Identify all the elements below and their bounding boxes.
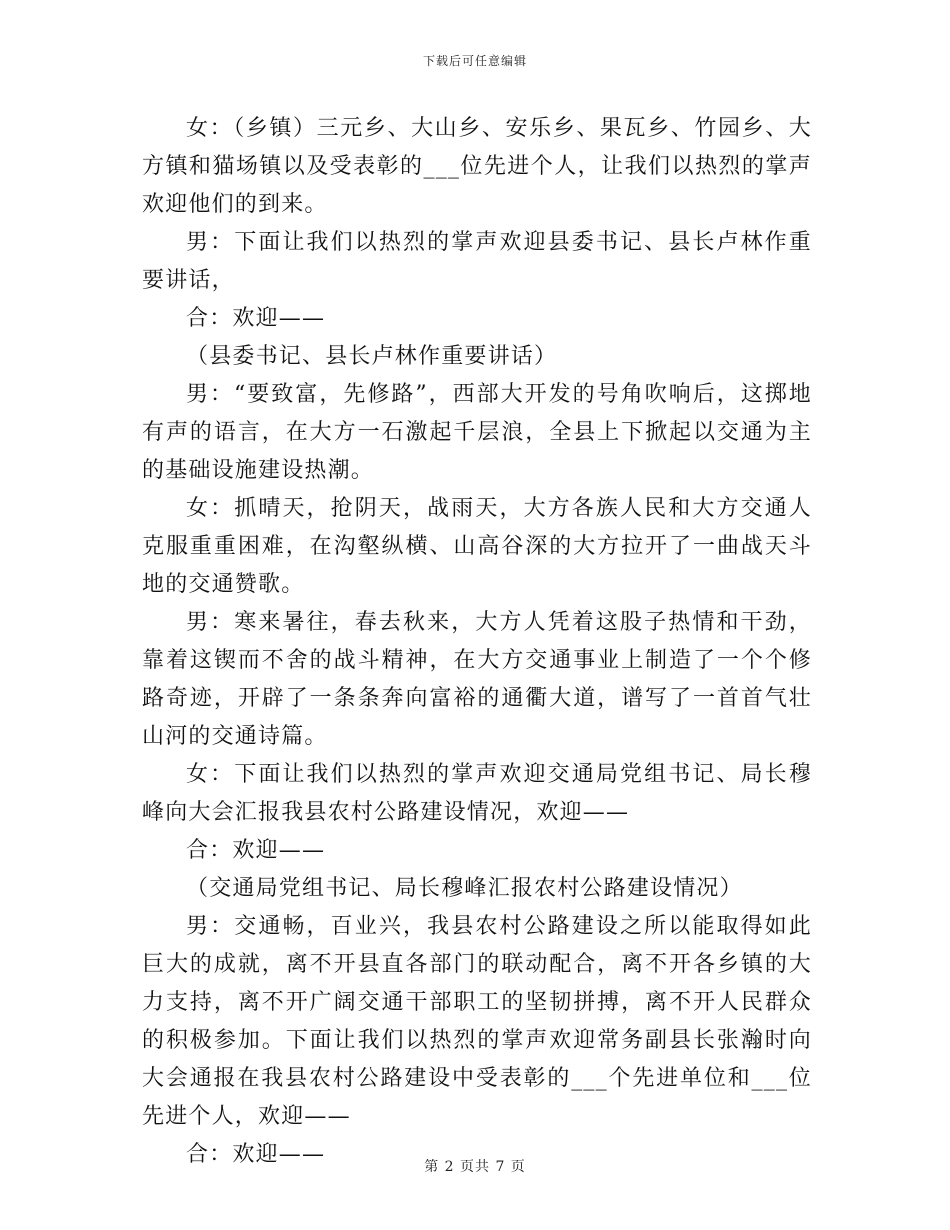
paragraph: 合：欢迎—— <box>186 838 326 863</box>
document-body <box>142 110 812 1174</box>
paragraph: 男：下面让我们以热烈的掌声欢迎县委书记、县长卢林作重要讲话， <box>142 230 812 293</box>
paragraph: 男：“要致富，先修路”，西部大开发的号角吹响后，这掷地有声的语言，在大方一石激起千层浪，全县上下掀起以交通为主的基础设施建设热潮。 <box>142 382 812 483</box>
paragraph: 女：抓晴天，抢阴天，战雨天，大方各族人民和大方交通人克服重重困难，在沟壑纵横、山高谷深的大方拉开了一曲战天斗地的交通赞歌。 <box>142 496 812 597</box>
paragraph: 男：寒来暑往，春去秋来，大方人凭着这股子热情和干劲，靠着这锲而不舍的战斗精神，在大方交通事业上制造了一个个修路奇迹，开辟了一条条奔向富裕的通衢大道，谱写了一首首气壮山河的交通诗篇。 <box>142 610 812 749</box>
paragraph: 女：下面让我们以热烈的掌声欢迎交通局党组书记、局长穆峰向大会汇报我县农村公路建设情况，欢迎—— <box>142 762 812 825</box>
paragraph: 合：欢迎—— <box>186 306 326 331</box>
paragraph: 女：（乡镇）三元乡、大山乡、安乐乡、果瓦乡、竹园乡、大方镇和猫场镇以及受表彰的___位先进个人，让我们以热烈的掌声欢迎他们的到来。 <box>142 116 812 217</box>
paragraph: （县委书记、县长卢林作重要讲话） <box>186 344 558 369</box>
paragraph: 合：欢迎—— <box>186 1142 326 1167</box>
page-footer: 第 2 页共 7 页 <box>424 1159 526 1175</box>
page-header: 下载后可任意编辑 <box>422 54 527 68</box>
paragraph: 男：交通畅，百业兴，我县农村公路建设之所以能取得如此巨大的成就，离不开县直各部门的联动配合，离不开各乡镇的大力支持，离不开广阔交通干部职工的坚韧拼搏，离不开人民群众的积极参加。下面让我们以热烈的掌声欢迎常务副县长张瀚时向大会通报在我县农村公路建设中受表彰的___个先进单位和___位先进个人，欢迎—— <box>142 914 812 1129</box>
paragraph: （交通局党组书记、局长穆峰汇报农村公路建设情况） <box>186 876 743 901</box>
